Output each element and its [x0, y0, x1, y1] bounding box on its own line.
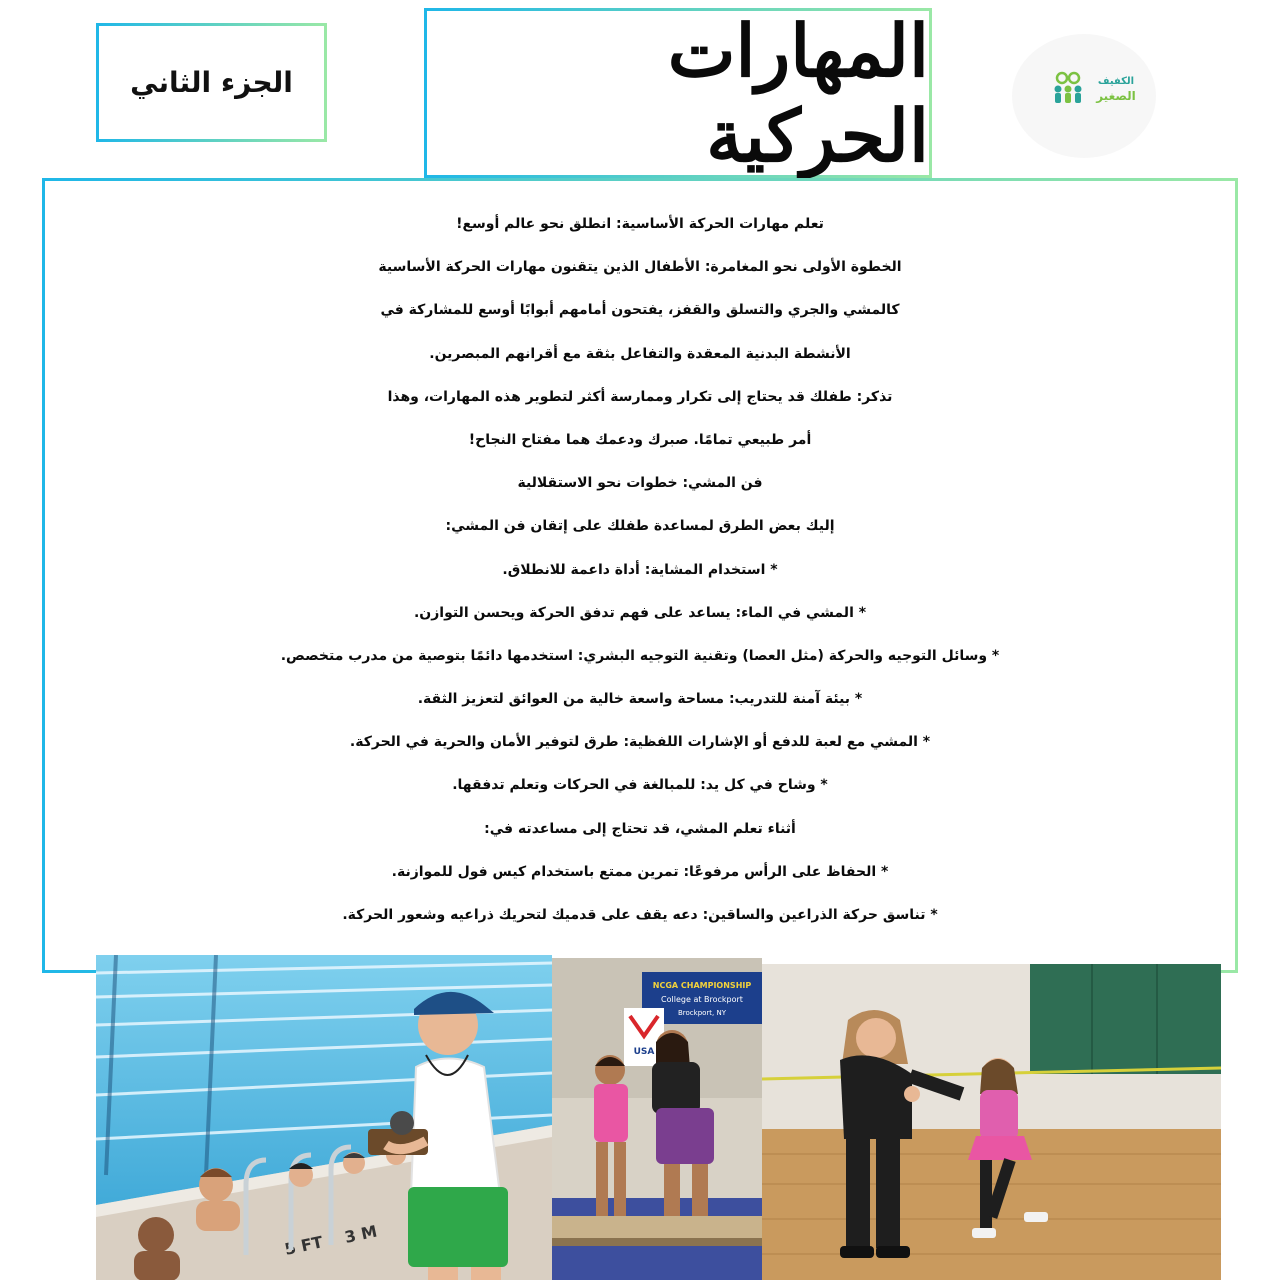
- gym-logo-text: USA: [633, 1047, 655, 1057]
- content-box: [42, 178, 1238, 973]
- logo-text-bottom: الصغير: [1096, 89, 1136, 103]
- content-text: [45, 203, 1235, 937]
- page-title: المهارات الحركية: [667, 8, 929, 178]
- gym-banner-line-3: Brockport, NY: [677, 1009, 727, 1017]
- content-line: * استخدام المشاية: أداة داعمة للانطلاق.: [502, 561, 778, 578]
- content-line: الأنشطة البدنية المعقدة والتفاعل بثقة مع أقرانهم المبصرين.: [429, 345, 851, 362]
- children-family-icon: [1055, 73, 1082, 103]
- content-line: أمر طبيعي تمامًا. صبرك ودعمك هما مفتاح النجاح!: [468, 431, 812, 448]
- content-line: * تناسق حركة الذراعين والساقين: دعه يقف على قدميك لتحريك ذراعيه وشعور الحركة.: [342, 907, 938, 923]
- content-line: * وسائل التوجيه والحركة (مثل العصا) وتقنية التوجيه البشري: استخدمها دائمًا بتوصية من مدرب متخصص.: [280, 647, 1000, 664]
- logo-text-top: الكفيف: [1097, 76, 1135, 87]
- content-line: * الحفاظ على الرأس مرفوعًا: تمرين ممتع باستخدام كيس فول للموازنة.: [391, 863, 889, 880]
- logo: [1012, 34, 1156, 158]
- title-box: [424, 8, 932, 178]
- part-label: الجزء الثاني: [130, 66, 293, 99]
- content-line: * وشاح في كل يد: للمبالغة في الحركات وتعلم تدفقها.: [452, 777, 828, 794]
- content-line: كالمشي والجري والتسلق والقفز، يفتحون أمامهم أبوابًا أوسع للمشاركة في: [380, 302, 900, 319]
- pool-depth-marking: 5 FT: [282, 1232, 325, 1259]
- content-line: تعلم مهارات الحركة الأساسية: انطلق نحو عالم أوسع!: [456, 216, 824, 232]
- content-line: * المشي مع لعبة للدفع أو الإشارات اللفظية: طرق لتوفير الأمان والحرية في الحركة.: [349, 734, 931, 751]
- content-line: تذكر: طفلك قد يحتاج إلى تكرار وممارسة أكثر لتطوير هذه المهارات، وهذا: [387, 388, 893, 405]
- court-photo: [762, 964, 1221, 1280]
- gym-banner-line-1: NCGA CHAMPIONSHIP: [652, 981, 752, 990]
- content-line: إليك بعض الطرق لمساعدة طفلك على إتقان فن المشي:: [445, 518, 835, 535]
- gym-photo: [552, 958, 762, 1280]
- pool-depth-marking-metric: 3 M: [342, 1221, 379, 1247]
- content-line: * المشي في الماء: يساعد على فهم تدفق الحركة ويحسن التوازن.: [413, 604, 867, 621]
- content-line: * بيئة آمنة للتدريب: مساحة واسعة خالية من العوائق لتعزيز الثقة.: [417, 691, 863, 708]
- gym-banner-line-2: College at Brockport: [661, 995, 743, 1004]
- pool-photo: [96, 955, 552, 1280]
- content-line: الخطوة الأولى نحو المغامرة: الأطفال الذين يتقنون مهارات الحركة الأساسية: [378, 259, 902, 276]
- content-line: أثناء تعلم المشي، قد تحتاج إلى مساعدته في:: [484, 820, 796, 837]
- content-line: فن المشي: خطوات نحو الاستقلالية: [517, 475, 763, 492]
- part-label-box: [96, 23, 327, 142]
